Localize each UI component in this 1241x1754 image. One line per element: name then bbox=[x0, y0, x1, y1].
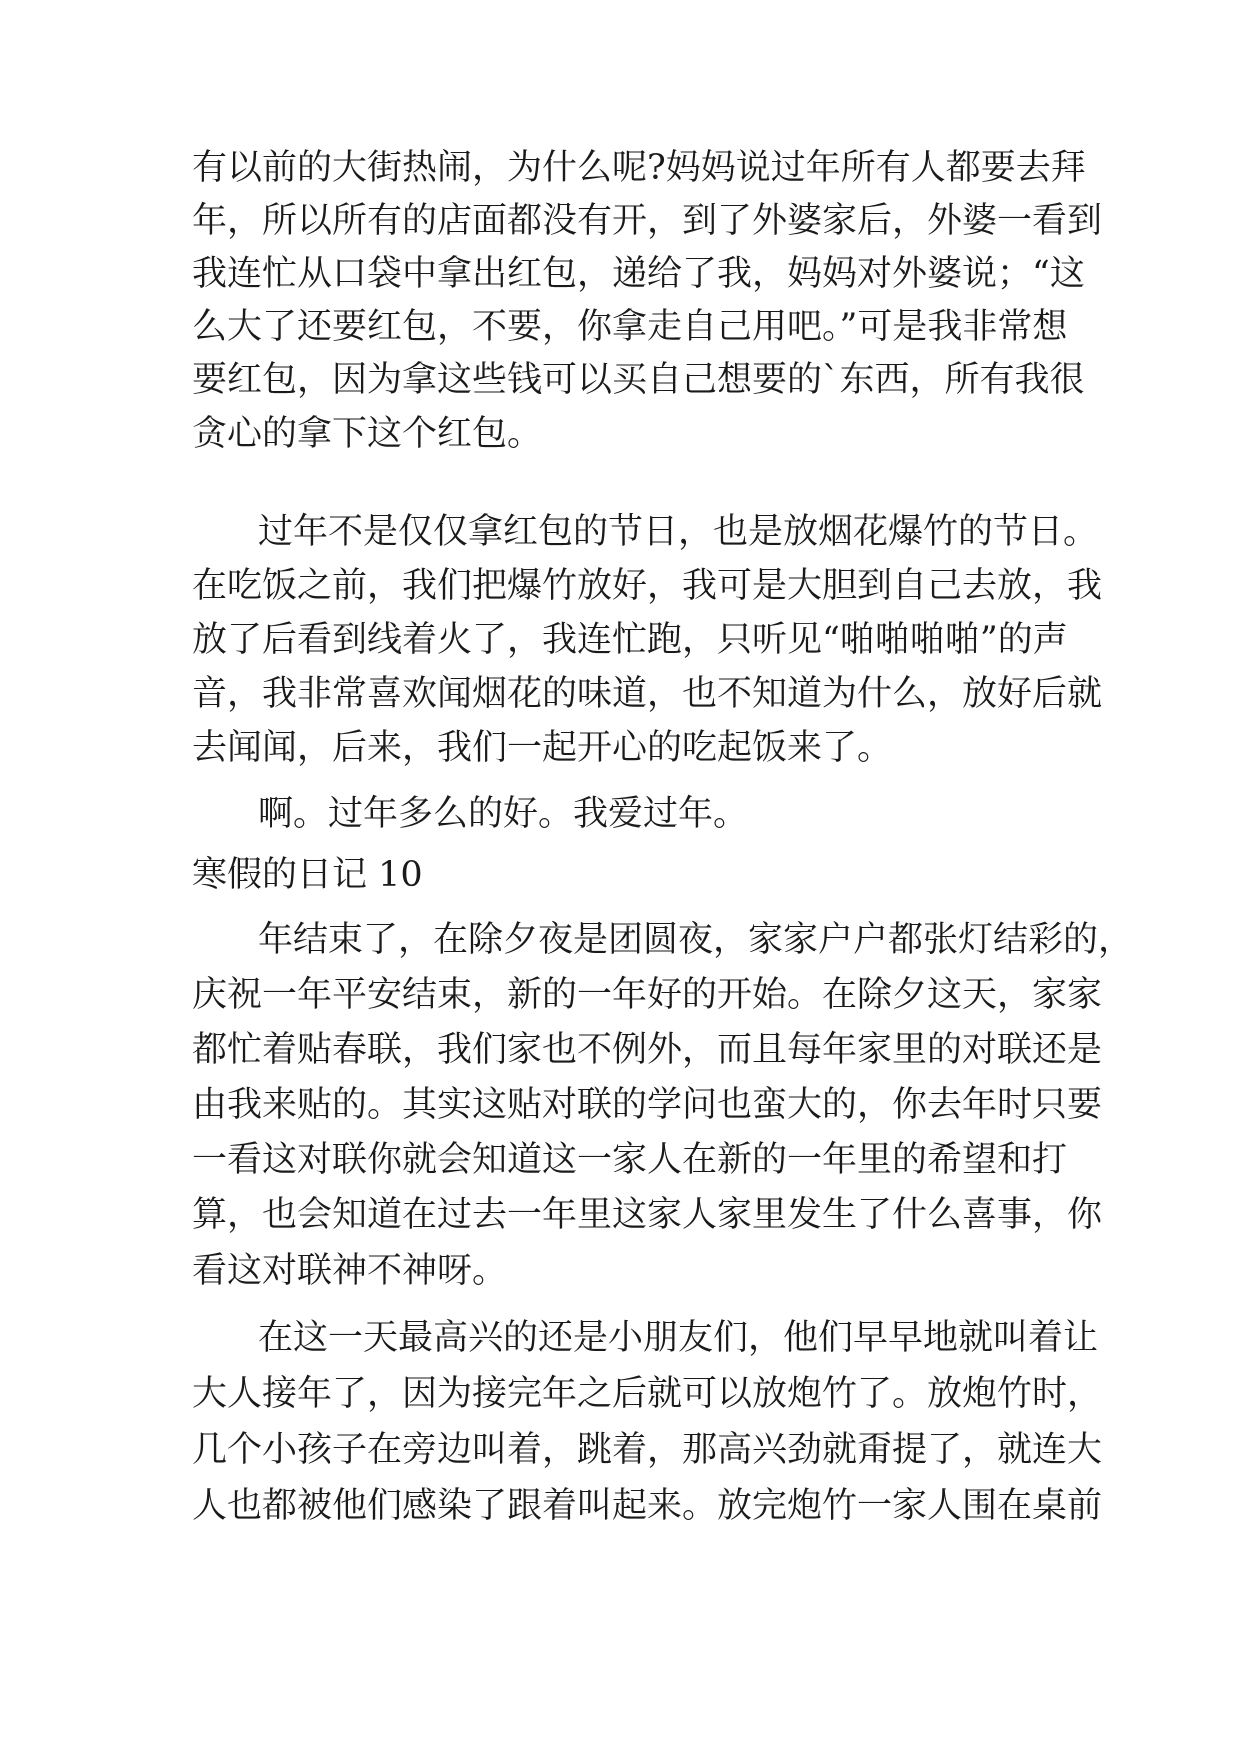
text-line: 人也都被他们感染了跟着叫起来。放完炮竹一家人围在桌前 bbox=[192, 1486, 1103, 1526]
paragraph-first-line: 年结束了，在除夕夜是团圆夜，家家户户都张灯结彩的， bbox=[258, 920, 1134, 960]
text-line: 看这对联神不神呀。 bbox=[192, 1251, 508, 1291]
text-line: 算，也会知道在过去一年里这家人家里发生了什么喜事，你 bbox=[192, 1195, 1103, 1235]
text-line: 大人接年了，因为接完年之后就可以放炮竹了。放炮竹时， bbox=[192, 1374, 1103, 1414]
text-line: 在吃饭之前，我们把爆竹放好，我可是大胆到自己去放，我 bbox=[192, 566, 1103, 606]
text-line: 由我来贴的。其实这贴对联的学问也蛮大的，你去年时只要 bbox=[192, 1085, 1103, 1125]
section-heading: 寒假的日记 10 bbox=[192, 855, 423, 895]
paragraph-first-line: 在这一天最高兴的还是小朋友们，他们早早地就叫着让 bbox=[258, 1318, 1099, 1358]
text-line: 我连忙从口袋中拿出红包，递给了我，妈妈对外婆说；“这 bbox=[192, 254, 1085, 294]
text-line: 庆祝一年平安结束，新的一年好的开始。在除夕这天，家家 bbox=[192, 975, 1103, 1015]
text-line: 有以前的大街热闹，为什么呢?妈妈说过年所有人都要去拜 bbox=[192, 148, 1086, 188]
text-line: 么大了还要红包，不要，你拿走自己用吧。”可是我非常想 bbox=[192, 307, 1068, 347]
paragraph-first-line: 过年不是仅仅拿红包的节日，也是放烟花爆竹的节日。 bbox=[258, 512, 1099, 552]
text-line: 音，我非常喜欢闻烟花的味道，也不知道为什么，放好后就 bbox=[192, 674, 1103, 714]
text-line: 要红包，因为拿这些钱可以买自己想要的`东西，所有我很 bbox=[192, 360, 1085, 400]
text-line: 去闻闻，后来，我们一起开心的吃起饭来了。 bbox=[192, 728, 893, 768]
text-line: 贪心的拿下这个红包。 bbox=[192, 414, 543, 454]
text-line: 几个小孩子在旁边叫着，跳着，那高兴劲就甭提了，就连大 bbox=[192, 1430, 1103, 1470]
paragraph-first-line: 啊。过年多么的好。我爱过年。 bbox=[258, 794, 749, 834]
text-line: 一看这对联你就会知道这一家人在新的一年里的希望和打 bbox=[192, 1140, 1068, 1180]
text-line: 都忙着贴春联，我们家也不例外，而且每年家里的对联还是 bbox=[192, 1030, 1103, 1070]
text-line: 放了后看到线着火了，我连忙跑，只听见“啪啪啪啪”的声 bbox=[192, 620, 1068, 660]
text-line: 年，所以所有的店面都没有开，到了外婆家后，外婆一看到 bbox=[192, 201, 1103, 241]
